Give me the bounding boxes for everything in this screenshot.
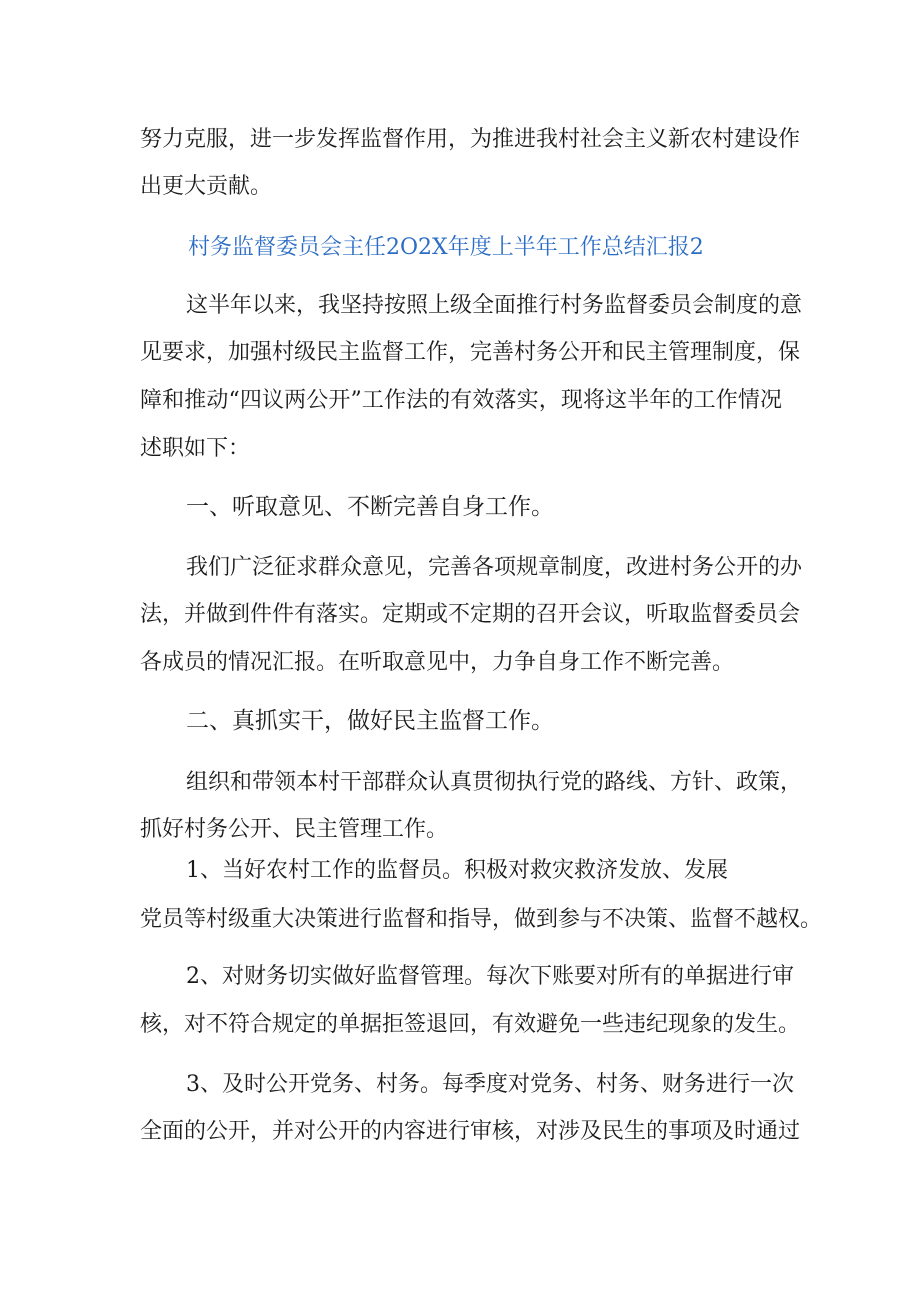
item2-line: 核，对不符合规定的单据拒签退回，有效避免一些违纪现象的发生。 (140, 1012, 801, 1037)
section1-line: 各成员的情况汇报。在听取意见中，力争自身工作不断完善。 (140, 650, 735, 675)
section-heading-1: 一、听取意见、不断完善自身工作。 (186, 494, 554, 520)
item3-line: 全面的公开，并对公开的内容进行审核，对涉及民生的事项及时通过 (140, 1119, 801, 1144)
item1-line: 党员等村级重大决策进行监督和指导，做到参与不决策、监督不越权。 (140, 907, 823, 932)
document-page (140, 0, 823, 1301)
paragraph-line: 出更大贡献。 (140, 174, 273, 199)
item1-line: 1、当好农村工作的监督员。积极对救灾救济发放、发展 (186, 858, 728, 883)
section-heading-2: 二、真抓实干，做好民主监督工作。 (186, 708, 554, 734)
section1-line: 我们广泛征求群众意见，完善各项规章制度，改进村务公开的办 (186, 555, 803, 580)
section2-line: 抓好村务公开、民主管理工作。 (140, 817, 449, 842)
intro-line: 障和推动“四议两公开”工作法的有效落实，现将这半年的工作情况 (140, 388, 782, 413)
intro-line: 述职如下： (140, 436, 251, 461)
item3-line: 3、及时公开党务、村务。每季度对党务、村务、财务进行一次 (186, 1072, 794, 1097)
intro-line: 见要求，加强村级民主监督工作，完善村务公开和民主管理制度，保 (140, 340, 801, 365)
paragraph-line: 努力克服，进一步发挥监督作用，为推进我村社会主义新农村建设作 (140, 127, 801, 152)
document-title: 村务监督委员会主任2O2X年度上半年工作总结汇报2 (188, 235, 704, 260)
section2-line: 组织和带领本村干部群众认真贯彻执行党的路线、方针、政策， (186, 770, 803, 795)
item2-line: 2、对财务切实做好监督管理。每次下账要对所有的单据进行审 (186, 964, 794, 989)
intro-line: 这半年以来，我坚持按照上级全面推行村务监督委员会制度的意 (186, 293, 803, 318)
section1-line: 法，并做到件件有落实。定期或不定期的召开会议，听取监督委员会 (140, 602, 801, 627)
